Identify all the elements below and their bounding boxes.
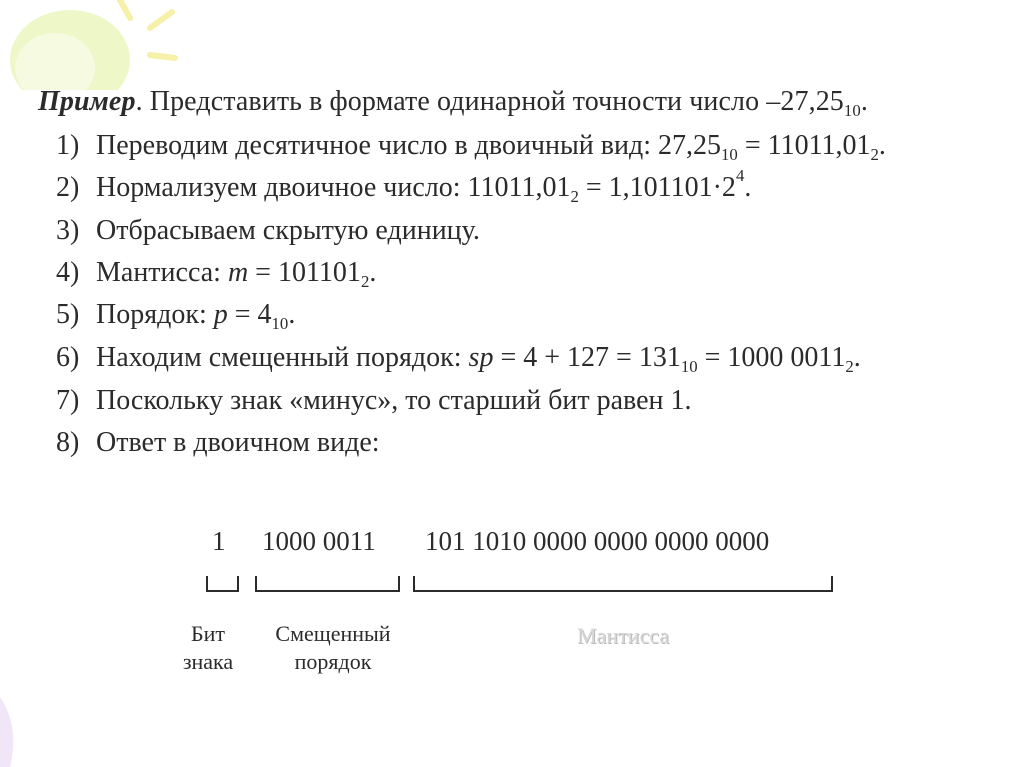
step-1: 1) Переводим десятичное число в двоичный вид: $27,25_{10} = 11011,01_2$. [56,130,886,164]
exponent-bits: 1000 0011 [262,526,376,556]
exponent-bracket [256,576,399,591]
mantissa-bits: 101 1010 0000 0000 0000 0000 [425,526,770,556]
example-label: Пример [38,86,136,117]
step-3: 3) Отбрасываем скрытую единицу. [56,215,480,246]
sign-bracket [207,576,238,591]
step-5: 5) Порядок: $p = 4_{10}$. [56,299,296,333]
mantissa-caption: Мантисса [576,623,670,648]
step-4: 4) Мантисса: $m = 101101_2$. [56,257,377,291]
sign-caption: Бит знака [182,621,234,674]
step-6: 6) Находим смещенный порядок: sp = $4 + 127 = 131_{10} = 1000$ $0011_2$. [56,342,861,376]
example-title: Пример. Представить в формате одинарной точности число $-27,25_{10}$. [38,86,868,120]
sign-bit: 1 [212,526,226,556]
step-2: 2) Нормализуем двоичное число: $11011,01_2 = 1,101101\cdot 2^4$. [56,165,752,206]
mantissa-bracket [414,576,832,591]
step-7: 7) Поскольку знак «минус», то старший бит равен 1. [56,385,692,416]
exponent-caption: Смещенный порядок [275,621,391,674]
step-8: 8) Ответ в двоичном виде: [56,427,380,458]
